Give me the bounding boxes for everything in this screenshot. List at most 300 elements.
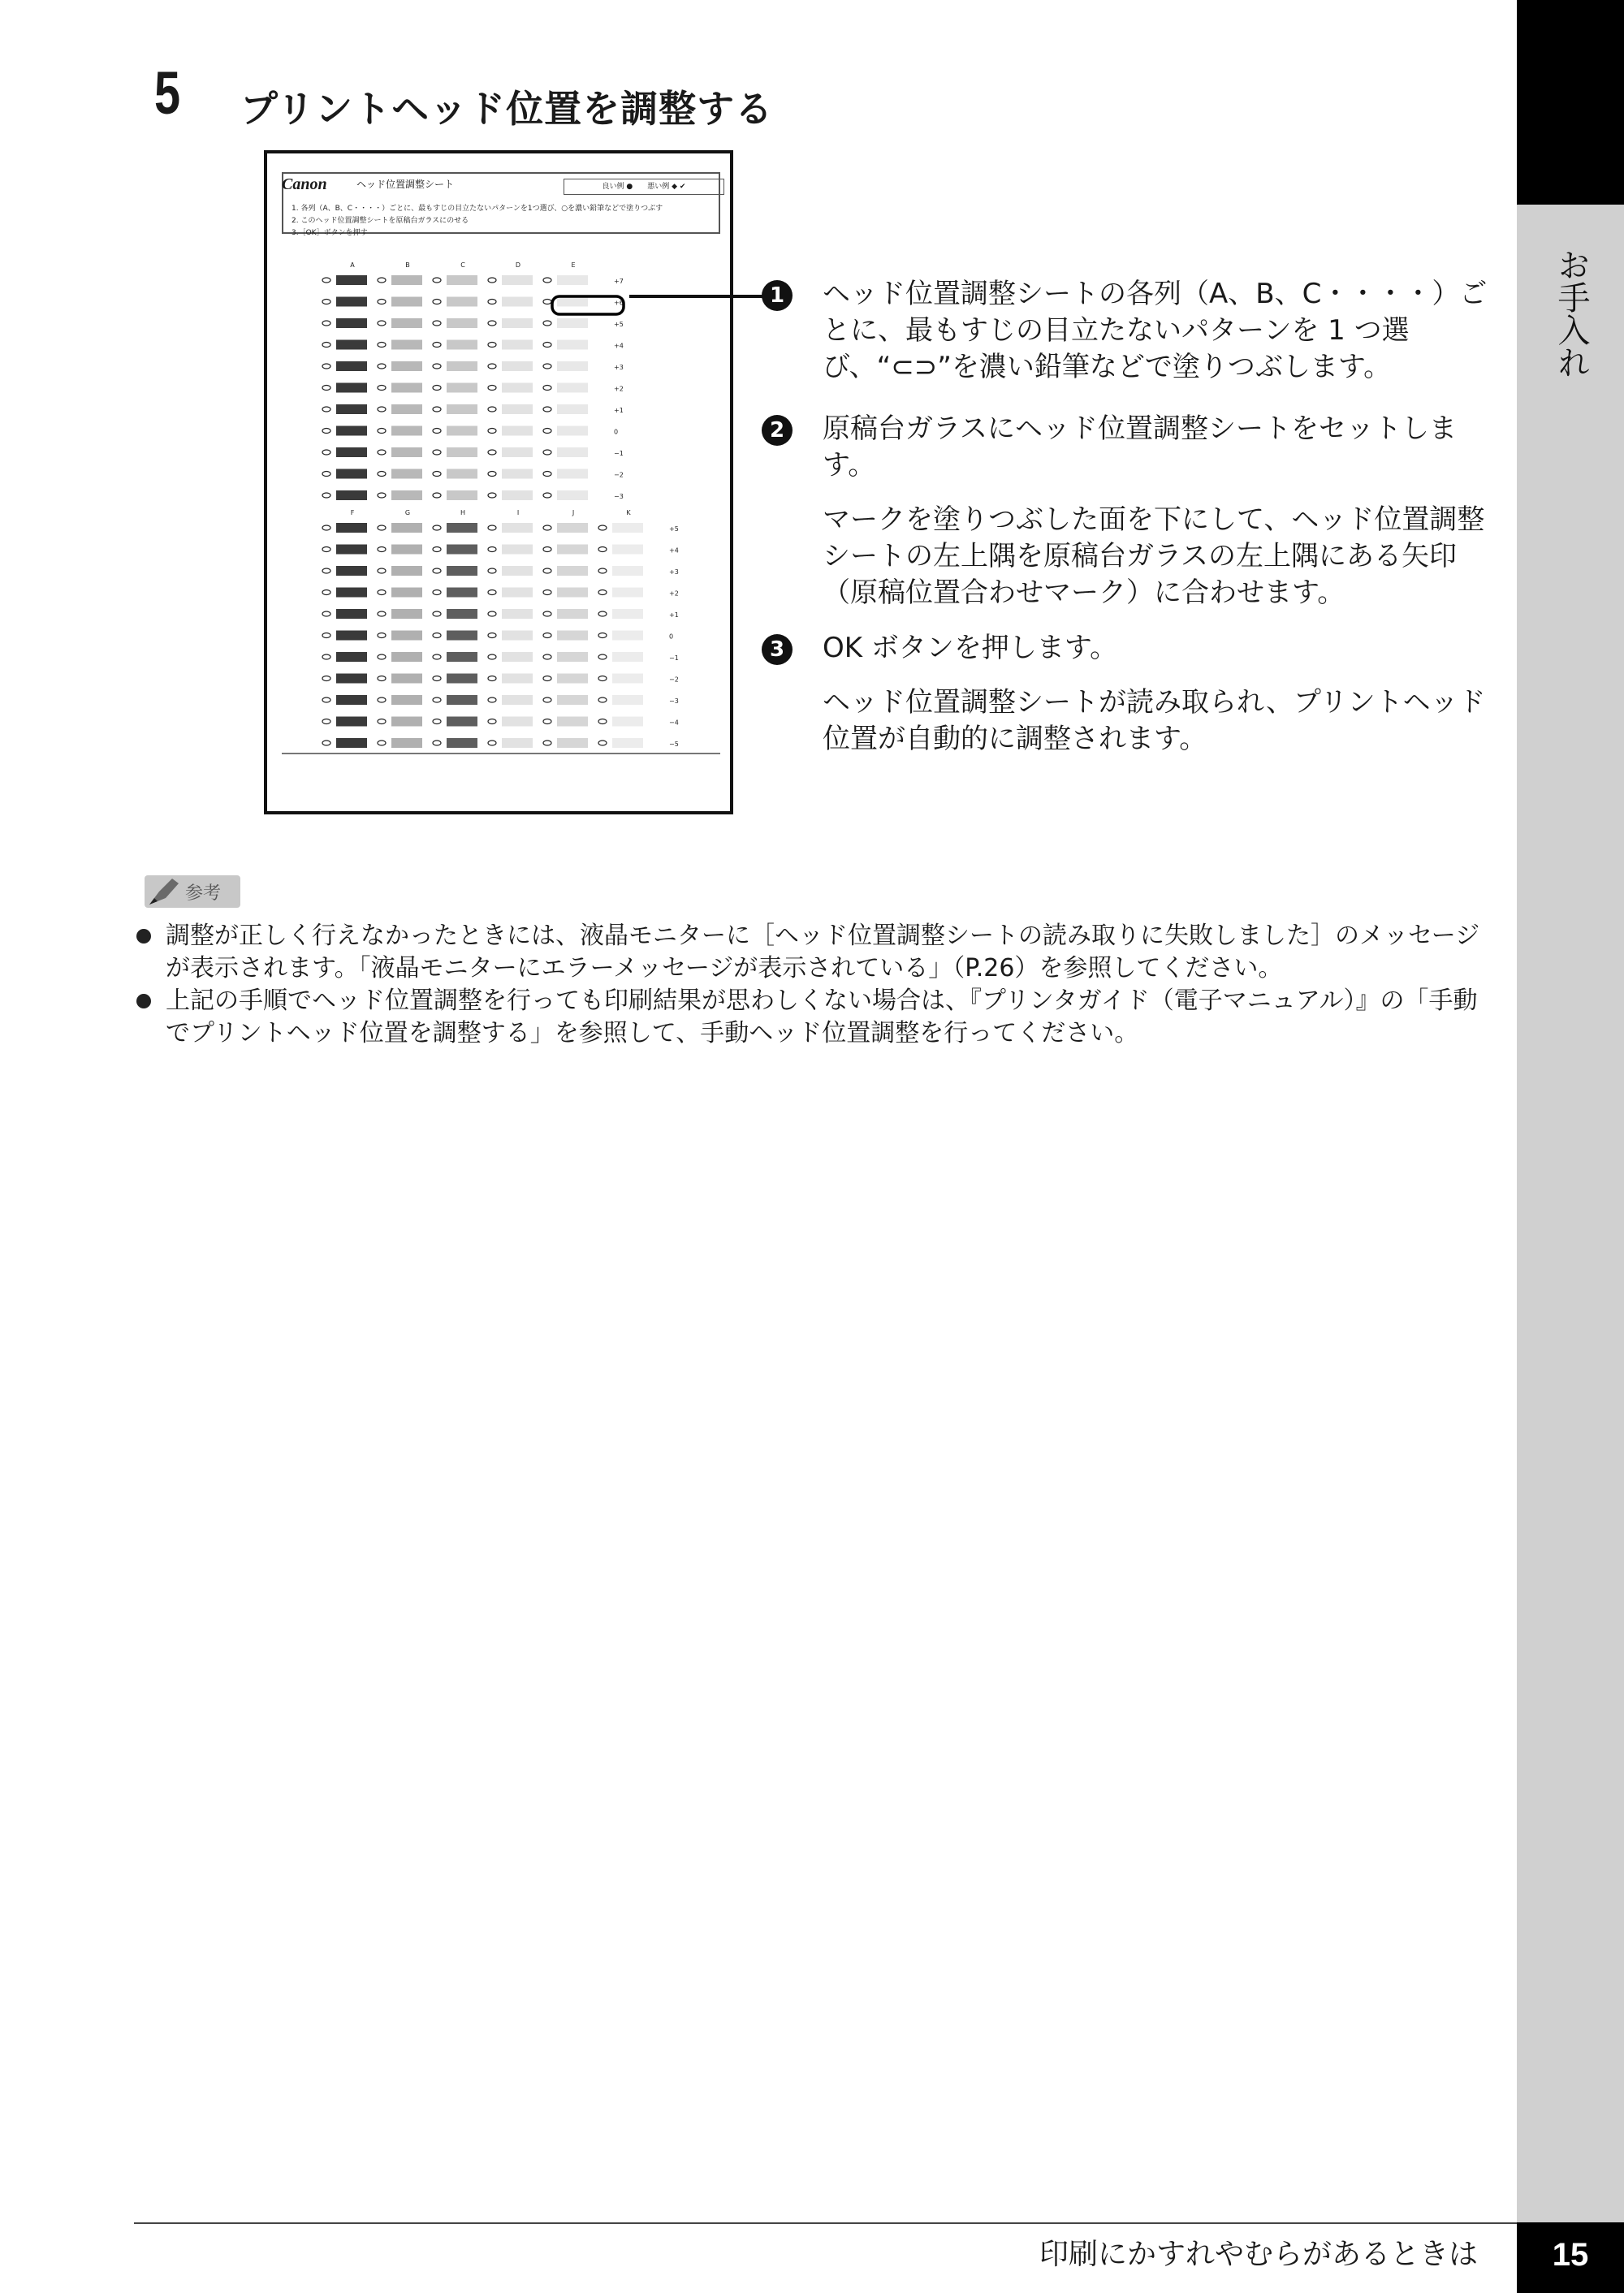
pattern-grid <box>267 153 736 818</box>
pattern-swatch <box>502 469 533 479</box>
pattern-mark <box>433 525 441 530</box>
pattern-swatch <box>612 738 643 748</box>
pattern-mark <box>543 741 551 745</box>
pattern-swatch <box>447 404 477 414</box>
pattern-swatch <box>502 545 533 555</box>
pattern-mark <box>543 654 551 659</box>
pattern-swatch <box>502 383 533 393</box>
sheet-legend: 良い例 ● 悪い例 ◆ ✔ <box>564 179 724 195</box>
pattern-swatch <box>557 588 588 598</box>
pattern-swatch <box>391 447 422 457</box>
sheet-column-label: A <box>350 261 355 269</box>
sheet-row-label: +4 <box>614 342 624 350</box>
pattern-swatch <box>447 588 477 598</box>
page-number: 15 <box>1517 2222 1624 2293</box>
pattern-swatch <box>447 426 477 436</box>
pattern-mark <box>322 429 330 434</box>
instruction-2 <box>762 411 1492 611</box>
pattern-swatch <box>391 404 422 414</box>
pattern-swatch <box>447 318 477 328</box>
sheet-row-label: −4 <box>669 719 679 727</box>
reference-text: 調整が正しく行えなかったときには、液晶モニターに［ヘッド位置調整シートの読み取りに失敗しました］のメッセージが表示されます。「液晶モニターにエラーメッセージが表示されている」（P.26）を参照してください。 <box>166 922 1480 982</box>
pattern-mark <box>378 633 386 638</box>
pattern-mark <box>543 568 551 573</box>
pattern-mark <box>433 450 441 455</box>
pattern-mark <box>488 654 496 659</box>
pattern-mark <box>488 472 496 477</box>
pattern-swatch <box>336 566 367 576</box>
sheet-row-label: +2 <box>669 589 679 598</box>
pattern-mark <box>378 321 386 326</box>
pattern-swatch <box>557 695 588 705</box>
pattern-swatch <box>391 545 422 555</box>
instruction-text: 原稿台ガラスにヘッド位置調整シートをセットします。 <box>823 412 1457 481</box>
pattern-mark <box>322 278 330 283</box>
sheet-column-label: D <box>515 261 521 269</box>
pattern-swatch <box>447 717 477 727</box>
pattern-mark <box>433 386 441 391</box>
pattern-mark <box>543 472 551 477</box>
step-circle-1: 1 <box>762 280 793 311</box>
pattern-swatch <box>391 469 422 479</box>
pattern-mark <box>433 741 441 745</box>
pattern-swatch <box>502 404 533 414</box>
pattern-mark <box>433 676 441 681</box>
pattern-swatch <box>447 490 477 500</box>
pattern-mark <box>543 386 551 391</box>
sheet-row-label: 0 <box>614 428 619 436</box>
pattern-swatch <box>502 609 533 619</box>
pattern-swatch <box>557 674 588 684</box>
pattern-swatch <box>391 426 422 436</box>
footer-rule <box>134 2222 1518 2224</box>
sheet-column-label: H <box>460 509 466 516</box>
pattern-mark <box>322 719 330 724</box>
pattern-swatch <box>502 447 533 457</box>
pattern-mark <box>543 590 551 595</box>
pattern-mark <box>433 278 441 283</box>
sheet-row-label: −3 <box>614 493 624 500</box>
pattern-mark <box>322 654 330 659</box>
pattern-swatch <box>557 275 588 285</box>
pattern-mark <box>488 697 496 702</box>
sheet-row-label: −2 <box>614 471 624 479</box>
pattern-swatch <box>391 609 422 619</box>
sheet-row-label: +5 <box>614 321 624 328</box>
sheet-row-label: +3 <box>614 364 624 371</box>
sheet-row-label: −1 <box>669 654 679 662</box>
pattern-mark <box>322 633 330 638</box>
pattern-swatch <box>612 717 643 727</box>
pattern-mark <box>488 407 496 412</box>
pattern-swatch <box>557 297 588 307</box>
pattern-swatch <box>557 609 588 619</box>
pattern-mark <box>433 472 441 477</box>
instruction-subtext: ヘッド位置調整シートが読み取られ、プリントヘッド位置が自動的に調整されます。 <box>823 686 1486 755</box>
pattern-swatch <box>557 318 588 328</box>
pattern-swatch <box>447 738 477 748</box>
pattern-mark <box>378 611 386 616</box>
pattern-mark <box>433 547 441 552</box>
pattern-mark <box>378 278 386 283</box>
pattern-swatch <box>447 566 477 576</box>
pattern-swatch <box>447 275 477 285</box>
pattern-mark <box>543 300 551 304</box>
pattern-mark <box>543 343 551 348</box>
pattern-mark <box>322 568 330 573</box>
pattern-swatch <box>502 717 533 727</box>
reference-label: 参考 <box>185 883 222 904</box>
pattern-swatch <box>391 717 422 727</box>
sheet-divider <box>282 753 720 754</box>
sheet-row-label: +6 <box>614 299 624 307</box>
pattern-swatch <box>502 631 533 641</box>
pattern-swatch <box>612 609 643 619</box>
pattern-mark <box>322 321 330 326</box>
pattern-swatch <box>391 674 422 684</box>
pattern-swatch <box>447 383 477 393</box>
pattern-swatch <box>557 738 588 748</box>
bullet-icon <box>136 994 151 1008</box>
pattern-mark <box>378 429 386 434</box>
pattern-mark <box>378 407 386 412</box>
instruction-subtext: マークを塗りつぶした面を下にして、ヘッド位置調整シートの左上隅を原稿台ガラスの左上隅にある矢印（原稿位置合わせマーク）に合わせます。 <box>823 503 1485 609</box>
sheet-instruction: 3.［OK］ボタンを押す <box>292 229 368 237</box>
pattern-mark <box>543 633 551 638</box>
pattern-swatch <box>557 361 588 371</box>
pattern-swatch <box>612 674 643 684</box>
pattern-swatch <box>336 404 367 414</box>
pattern-mark <box>543 611 551 616</box>
pattern-swatch <box>447 447 477 457</box>
pattern-mark <box>488 547 496 552</box>
pattern-swatch <box>336 490 367 500</box>
pattern-swatch <box>502 523 533 533</box>
pattern-swatch <box>391 652 422 662</box>
sheet-row-label: +3 <box>669 568 679 576</box>
pattern-swatch <box>557 469 588 479</box>
pattern-swatch <box>447 631 477 641</box>
pattern-mark <box>598 525 607 530</box>
pattern-mark <box>488 633 496 638</box>
pattern-mark <box>598 611 607 616</box>
step-circle-3: 3 <box>762 634 793 665</box>
pattern-swatch <box>336 717 367 727</box>
pattern-swatch <box>391 631 422 641</box>
pattern-swatch <box>502 361 533 371</box>
pattern-swatch <box>612 566 643 576</box>
sheet-row-label: −5 <box>669 741 679 748</box>
pattern-swatch <box>557 383 588 393</box>
pattern-swatch <box>612 545 643 555</box>
step-title: プリントヘッド位置を調整する <box>240 87 774 131</box>
pattern-swatch <box>336 361 367 371</box>
pattern-mark <box>543 493 551 498</box>
pattern-mark <box>322 611 330 616</box>
pattern-swatch <box>502 695 533 705</box>
pattern-mark <box>433 321 441 326</box>
pattern-mark <box>378 590 386 595</box>
bullet-icon <box>136 929 151 944</box>
pattern-swatch <box>391 738 422 748</box>
pattern-swatch <box>336 738 367 748</box>
pattern-mark <box>543 407 551 412</box>
pattern-swatch <box>557 426 588 436</box>
pattern-swatch <box>612 588 643 598</box>
pattern-mark <box>378 719 386 724</box>
callout-line <box>629 295 767 298</box>
sheet-row-label: +1 <box>614 407 624 414</box>
pattern-mark <box>543 525 551 530</box>
pattern-mark <box>433 633 441 638</box>
pattern-mark <box>322 676 330 681</box>
sheet-row-label: 0 <box>669 633 674 641</box>
alignment-sheet-illustration <box>264 150 733 814</box>
pattern-swatch <box>447 523 477 533</box>
pattern-mark <box>598 654 607 659</box>
pattern-mark <box>543 697 551 702</box>
pattern-mark <box>543 364 551 369</box>
pattern-swatch <box>557 545 588 555</box>
pattern-mark <box>433 343 441 348</box>
sheet-column-label: K <box>626 509 631 516</box>
pattern-swatch <box>447 340 477 350</box>
sheet-column-label: G <box>404 509 411 516</box>
pattern-mark <box>433 590 441 595</box>
pattern-swatch <box>391 566 422 576</box>
pattern-mark <box>322 407 330 412</box>
pattern-swatch <box>391 340 422 350</box>
pattern-mark <box>488 590 496 595</box>
sheet-instruction: 2. このヘッド位置調整シートを原稿台ガラスにのせる <box>292 217 469 225</box>
pattern-swatch <box>447 652 477 662</box>
pattern-mark <box>378 654 386 659</box>
pattern-mark <box>322 300 330 304</box>
pattern-swatch <box>502 297 533 307</box>
pattern-mark <box>378 450 386 455</box>
reference-item <box>136 920 1484 985</box>
pattern-mark <box>378 697 386 702</box>
pattern-swatch <box>336 318 367 328</box>
step-circle-2: 2 <box>762 415 793 446</box>
pattern-swatch <box>336 275 367 285</box>
pattern-mark <box>488 364 496 369</box>
pattern-mark <box>322 450 330 455</box>
pattern-mark <box>543 278 551 283</box>
pattern-swatch <box>336 609 367 619</box>
pattern-mark <box>488 386 496 391</box>
pattern-swatch <box>391 490 422 500</box>
pattern-mark <box>378 300 386 304</box>
pattern-swatch <box>336 588 367 598</box>
pattern-swatch <box>612 652 643 662</box>
pattern-mark <box>378 525 386 530</box>
sheet-title: ヘッド位置調整シート <box>356 179 455 190</box>
pattern-swatch <box>336 297 367 307</box>
pattern-mark <box>488 321 496 326</box>
pattern-mark <box>322 386 330 391</box>
pattern-mark <box>488 741 496 745</box>
pattern-mark <box>322 547 330 552</box>
instruction-3 <box>762 630 1492 758</box>
pattern-mark <box>598 741 607 745</box>
sheet-row-label: −3 <box>669 697 679 705</box>
pattern-swatch <box>391 695 422 705</box>
pattern-mark <box>322 343 330 348</box>
pattern-mark <box>433 364 441 369</box>
pattern-mark <box>488 568 496 573</box>
pattern-swatch <box>502 588 533 598</box>
pattern-swatch <box>391 588 422 598</box>
pattern-swatch <box>391 383 422 393</box>
pattern-swatch <box>612 631 643 641</box>
pattern-mark <box>322 364 330 369</box>
pattern-swatch <box>557 566 588 576</box>
pattern-mark <box>598 590 607 595</box>
pattern-swatch <box>447 695 477 705</box>
pattern-swatch <box>502 738 533 748</box>
pattern-mark <box>488 493 496 498</box>
pattern-mark <box>322 697 330 702</box>
pattern-swatch <box>447 361 477 371</box>
pattern-swatch <box>447 609 477 619</box>
pattern-mark <box>378 343 386 348</box>
step-number: 5 <box>154 59 181 127</box>
sheet-column-label: J <box>572 509 575 516</box>
pattern-swatch <box>336 631 367 641</box>
pattern-swatch <box>502 674 533 684</box>
pattern-mark <box>433 654 441 659</box>
pattern-mark <box>322 525 330 530</box>
pattern-swatch <box>502 340 533 350</box>
pattern-swatch <box>336 674 367 684</box>
pattern-swatch <box>502 652 533 662</box>
pattern-mark <box>488 611 496 616</box>
pattern-mark <box>433 719 441 724</box>
pattern-swatch <box>336 523 367 533</box>
pattern-swatch <box>336 447 367 457</box>
pattern-mark <box>322 472 330 477</box>
chapter-rail-marker <box>1517 0 1624 205</box>
sheet-row-label: −2 <box>669 676 679 684</box>
pattern-mark <box>543 450 551 455</box>
pattern-swatch <box>557 490 588 500</box>
pattern-mark <box>378 493 386 498</box>
sheet-column-label: C <box>460 261 465 269</box>
pattern-swatch <box>447 297 477 307</box>
pattern-swatch <box>336 340 367 350</box>
sheet-row-label: −1 <box>614 450 624 457</box>
sheet-row-label: +2 <box>614 385 624 393</box>
sheet-row-label: +1 <box>669 611 679 619</box>
sheet-column-label: B <box>405 261 410 269</box>
chapter-label: お手入れ <box>1553 248 1590 378</box>
pattern-mark <box>543 547 551 552</box>
pattern-mark <box>322 493 330 498</box>
pattern-swatch <box>336 652 367 662</box>
sheet-row-label: +5 <box>669 525 679 533</box>
pattern-mark <box>488 343 496 348</box>
pattern-swatch <box>557 340 588 350</box>
sheet-row-label: +7 <box>614 278 624 285</box>
pattern-mark <box>433 407 441 412</box>
pattern-swatch <box>447 545 477 555</box>
pattern-mark <box>598 633 607 638</box>
pattern-mark <box>488 676 496 681</box>
reference-text: 上記の手順でヘッド位置調整を行っても印刷結果が思わしくない場合は、『プリンタガイド（電子マニュアル）』の「手動でプリントヘッド位置を調整する」を参照して、手動ヘッド位置調整を行ってください。 <box>166 987 1478 1047</box>
pattern-swatch <box>336 695 367 705</box>
instruction-text: OK ボタンを押します。 <box>823 632 1118 664</box>
pattern-swatch <box>557 447 588 457</box>
pattern-swatch <box>557 717 588 727</box>
pattern-swatch <box>612 523 643 533</box>
pattern-mark <box>322 741 330 745</box>
pattern-mark <box>598 719 607 724</box>
pattern-mark <box>488 719 496 724</box>
pattern-mark <box>378 472 386 477</box>
instruction-1 <box>762 276 1492 386</box>
pattern-mark <box>598 547 607 552</box>
pattern-mark <box>488 450 496 455</box>
pattern-mark <box>433 429 441 434</box>
pattern-swatch <box>447 469 477 479</box>
sheet-column-label: I <box>516 509 520 516</box>
pattern-mark <box>378 741 386 745</box>
pattern-swatch <box>557 631 588 641</box>
pattern-mark <box>378 364 386 369</box>
pattern-swatch <box>557 652 588 662</box>
pattern-mark <box>488 429 496 434</box>
pattern-mark <box>543 321 551 326</box>
pattern-mark <box>433 493 441 498</box>
pattern-swatch <box>391 523 422 533</box>
pattern-swatch <box>502 566 533 576</box>
pattern-mark <box>433 568 441 573</box>
pattern-mark <box>433 300 441 304</box>
pattern-swatch <box>391 275 422 285</box>
pattern-swatch <box>557 523 588 533</box>
pattern-mark <box>543 719 551 724</box>
pattern-swatch <box>391 318 422 328</box>
pattern-swatch <box>502 318 533 328</box>
pattern-mark <box>598 697 607 702</box>
pattern-mark <box>378 386 386 391</box>
pattern-mark <box>378 547 386 552</box>
pattern-swatch <box>336 469 367 479</box>
pattern-swatch <box>502 490 533 500</box>
pattern-mark <box>488 278 496 283</box>
sheet-instruction: 1. 各列（A、B、C・・・・）ごとに、最もすじの目立たないパターンを1つ選び、○を濃い鉛筆などで塗りつぶす <box>292 205 663 213</box>
pattern-swatch <box>612 695 643 705</box>
sheet-logo: Canon <box>282 175 327 193</box>
pattern-swatch <box>336 426 367 436</box>
pattern-mark <box>322 590 330 595</box>
reference-item <box>136 985 1484 1050</box>
pattern-swatch <box>502 275 533 285</box>
pattern-swatch <box>557 404 588 414</box>
pattern-swatch <box>391 361 422 371</box>
pattern-mark <box>543 429 551 434</box>
pattern-mark <box>378 568 386 573</box>
pattern-swatch <box>336 383 367 393</box>
pattern-mark <box>543 676 551 681</box>
pattern-mark <box>598 568 607 573</box>
sheet-column-label: E <box>571 261 576 269</box>
instruction-text: ヘッド位置調整シートの各列（A、B、C・・・・）ごとに、最もすじの目立たないパターンを 1 つ選び、“⊂⊃”を濃い鉛筆などで塗りつぶします。 <box>823 278 1488 383</box>
footer-section-title: 印刷にかすれやむらがあるときは <box>1039 2238 1479 2271</box>
sheet-row-label: +4 <box>669 546 679 555</box>
pattern-mark <box>433 697 441 702</box>
